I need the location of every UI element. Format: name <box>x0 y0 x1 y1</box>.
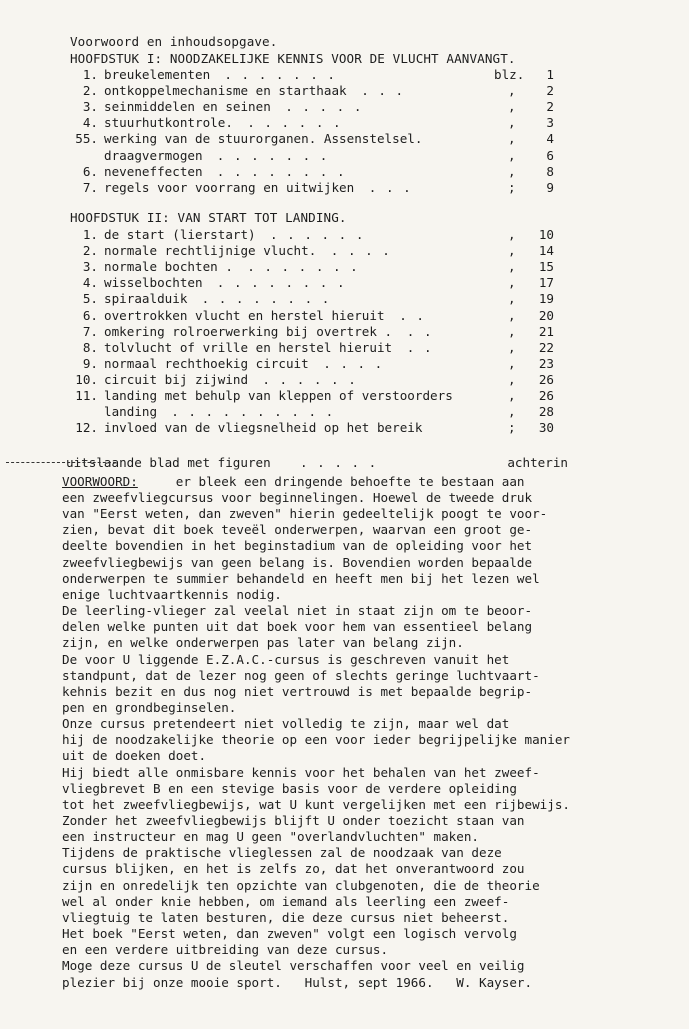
toc-number: 12. <box>75 420 98 436</box>
toc-title: omkering rolroerwerking bij overtrek . <box>104 323 393 339</box>
toc-page: 14 <box>538 243 554 259</box>
toc-page: 17 <box>538 275 554 291</box>
foreword-line: een instructeur en mag U geen "overlandvluchten" maken. <box>62 829 480 845</box>
toc-page: 8 <box>546 163 554 179</box>
toc-number: 6. <box>82 163 98 179</box>
foreword-line: kehnis bezit en dus nog niet vertrouwd is met bepaalde begrip- <box>62 683 533 699</box>
toc-title: regels voor voorrang en uitwijken <box>104 179 355 195</box>
toc-separator: , <box>508 99 516 115</box>
toc-title: normale bochten . <box>104 259 233 275</box>
toc-separator: , <box>508 339 516 355</box>
toc-dots: . . . . . . . <box>216 147 329 163</box>
toc-title: neveneffecten <box>104 163 203 179</box>
toc-separator: , <box>508 388 516 403</box>
toc-number: 4. <box>82 275 98 291</box>
toc-title: stuurhutkontrole. <box>104 115 233 131</box>
toc-title: normaal rechthoekig circuit <box>104 355 309 371</box>
foreword-first-line <box>62 474 525 490</box>
toc-number: 2. <box>82 243 98 259</box>
foldout-dots: . . . . . <box>300 455 378 470</box>
foreword-line: deelte bovendien in het beginstadium van de opleiding voor het <box>62 538 533 554</box>
foreword-line: Moge deze cursus U de sleutel verschaffen voor veel en veilig <box>62 958 525 974</box>
toc-dots: . . <box>406 339 433 355</box>
toc-title: wisselbochten <box>104 275 203 291</box>
foreword-line: plezier bij onze mooie sport. Hulst, sept 1966. W. Kayser. <box>62 974 533 990</box>
toc-separator: , <box>508 227 516 242</box>
toc-page: 2 <box>546 99 554 115</box>
toc-page: 22 <box>538 339 554 355</box>
toc-separator: , <box>508 307 516 323</box>
toc-dots: . . . . <box>323 355 384 371</box>
toc-page: 3 <box>546 115 554 131</box>
foreword-line: enige luchtvaartkennis nodig. <box>62 586 282 602</box>
toc-separator: , <box>508 131 516 147</box>
toc-title: landing met behulp van kleppen of verstoorders <box>104 388 453 403</box>
toc-page: 9 <box>546 179 554 195</box>
intro-line: Voorwoord en inhoudsopgave. <box>70 34 278 49</box>
toc-title: tolvlucht of vrille en herstel hieruit <box>104 339 393 355</box>
toc-separator: , <box>508 115 516 131</box>
toc-page: 26 <box>538 388 554 403</box>
toc-dots: . . . <box>361 83 405 99</box>
foreword-line: delen welke punten uit dat boek voor hem van essentieel belang <box>62 619 533 635</box>
toc-separator: , <box>508 404 516 420</box>
toc-number: 1. <box>82 227 98 242</box>
foreword-line: zien, bevat dit boek teveël onderwerpen, waarvan een groot ge- <box>62 522 533 538</box>
toc-separator: , <box>508 355 516 371</box>
toc-title: de start (lierstart) <box>104 227 256 242</box>
toc-dots: . . <box>406 323 433 339</box>
foreword-line: vliegbrevet B en een stevige basis voor de verdere opleiding <box>62 780 517 796</box>
foreword-line: De voor U liggende E.Z.A.C.-cursus is geschreven vanuit het <box>62 651 510 667</box>
foreword-line: wel al onder knie hebben, om iemand als leerling een zweef- <box>62 893 510 909</box>
toc-dots: . . . . . . <box>262 371 357 387</box>
toc-page: 10 <box>538 227 554 242</box>
separator-dashed-line <box>6 462 116 463</box>
toc-page: 1 <box>546 67 554 82</box>
toc-title: werking van de stuurorganen. Assenstelsel. <box>104 131 423 147</box>
toc-page: 4 <box>546 131 554 147</box>
toc-number: 8. <box>82 339 98 355</box>
foreword-line: Zonder het zweefvliegbewijs blijft U onder toezicht staan van <box>62 813 525 828</box>
toc-dots: . . . . . . <box>247 115 342 131</box>
foreword-line: zweefvliegbewijs van geen belang is. Bovendien worden bepaalde <box>62 554 533 570</box>
foreword-line: standpunt, dat de lezer nog geen of slechts geringe luchtvaart- <box>62 667 540 683</box>
toc-dots: . . . . . . . . . . <box>171 404 335 420</box>
toc-separator: , <box>508 323 516 339</box>
foreword-first-rest: er bleek een dringende behoefte te bestaan aan <box>137 474 525 489</box>
toc-title: seinmiddelen en seinen <box>104 99 271 115</box>
toc-page: 2 <box>546 83 554 99</box>
toc-dots: . . . . . . . . <box>216 275 346 291</box>
toc-number: 3. <box>82 99 98 115</box>
toc-dots: . . <box>399 307 425 323</box>
toc-page: 23 <box>538 355 554 371</box>
toc-number: 3. <box>82 259 98 275</box>
toc-title: spiraalduik <box>104 291 188 307</box>
blz-label: blz. <box>494 67 525 82</box>
toc-number: 2. <box>82 83 98 99</box>
chapter1-heading: HOOFDSTUK I: NOODZAKELIJKE KENNIS VOOR DE VLUCHT AANVANGT. <box>70 51 516 66</box>
toc-number: 5. <box>82 291 98 307</box>
foreword-line: en een verdere uitbreiding van deze cursus. <box>62 942 389 958</box>
toc-number: 1. <box>82 67 98 82</box>
toc-title: invloed van de vliegsnelheid op het bereik <box>104 420 423 436</box>
toc-title: draagvermogen <box>104 147 203 163</box>
foreword-line: een zweefvliegcursus voor beginnelingen. Hoewel de tweede druk <box>62 490 533 505</box>
toc-separator: , <box>508 275 516 291</box>
toc-number: 55. <box>75 131 98 147</box>
toc-dots: . . . . . . . <box>247 259 359 275</box>
toc-title: landing <box>104 404 158 420</box>
toc-title: normale rechtlijnige vlucht. <box>104 243 317 259</box>
toc-number: 6. <box>82 307 98 323</box>
toc-page: 21 <box>538 323 554 339</box>
toc-dots: . . . . . . . <box>224 67 336 82</box>
foreword-line: cursus blijken, en het is zelfs zo, dat het onverantwoord zou <box>62 861 525 877</box>
toc-page: 6 <box>546 147 554 163</box>
toc-separator: ; <box>508 179 516 195</box>
foreword-line: onderwerpen te summier behandeld en heeft men bij het lezen wel <box>62 570 540 586</box>
toc-separator: , <box>508 243 516 259</box>
foreword-line: Tijdens de praktische vlieglessen zal de noodzaak van deze <box>62 845 502 861</box>
toc-title: circuit bij zijwind <box>104 371 249 387</box>
foreword-line: Hij biedt alle onmisbare kennis voor het behalen van het zweef- <box>62 764 540 780</box>
toc-dots: . . . . . <box>285 99 363 115</box>
toc-dots: . . . <box>368 179 412 195</box>
toc-dots: . . . . . . <box>270 227 365 242</box>
foreword-line: vliegtuig te laten besturen, die deze cursus niet beheerst. <box>62 909 510 925</box>
toc-separator: , <box>508 291 516 307</box>
toc-page: 30 <box>538 420 554 436</box>
foreword-line: van "Eerst weten, dan zweven" hierin gedeeltelijk poogt te voor- <box>62 506 548 522</box>
toc-page: 20 <box>538 307 554 323</box>
toc-page: 15 <box>538 259 554 275</box>
toc-separator: , <box>508 147 516 163</box>
toc-number: 7. <box>82 179 98 195</box>
toc-number: 4. <box>82 115 98 131</box>
toc-page: 28 <box>538 404 554 420</box>
toc-number: 9. <box>82 355 98 371</box>
toc-separator: ; <box>508 420 516 436</box>
toc-separator: , <box>508 371 516 387</box>
foldout-page: achterin <box>507 455 568 470</box>
toc-dots: . . . . . . . . <box>216 163 346 179</box>
foreword-label: VOORWOORD: <box>62 474 138 489</box>
foreword-line: zijn, en welke onderwerpen pas later van belang zijn. <box>62 635 464 651</box>
chapter2-heading: HOOFDSTUK II: VAN START TOT LANDING. <box>70 210 347 225</box>
toc-dots: . . . . . . . . <box>201 291 331 307</box>
foreword-line: De leerling-vlieger zal veelal niet in staat zijn om te beoor- <box>62 603 533 619</box>
toc-page: 19 <box>538 291 554 307</box>
toc-title: ontkoppelmechanisme en starthaak <box>104 83 347 99</box>
foreword-line: Onze cursus pretendeert niet volledig te zijn, maar wel dat <box>62 716 510 732</box>
toc-title: breukelementen <box>104 67 211 82</box>
toc-separator: , <box>508 83 516 99</box>
toc-page: 26 <box>538 371 554 387</box>
foreword-line: hij de noodzakelijke theorie op een voor ieder begrijpelijke manier <box>62 732 570 748</box>
foreword-line: uit de doeken doet. <box>62 748 207 764</box>
foreword-line: zijn en onredelijk ten opzichte van clubgenoten, die de theorie <box>62 877 540 893</box>
foreword-line: tot het zweefvliegbewijs, wat U kunt vergelijken met een rijbewijs. <box>62 796 570 812</box>
toc-number: 10. <box>75 371 98 387</box>
foreword-line: pen en grondbeginselen. <box>62 699 237 715</box>
toc-number: 11. <box>75 388 98 403</box>
toc-number: 7. <box>82 323 98 339</box>
toc-title: overtrokken vlucht en herstel hieruit <box>104 307 385 323</box>
toc-separator: , <box>508 163 516 179</box>
foldout-title: uitslaande blad met figuren <box>66 455 271 470</box>
toc-separator: , <box>508 259 516 275</box>
foreword-line: Het boek "Eerst weten, dan zweven" volgt een logisch vervolg <box>62 926 517 942</box>
toc-dots: . . . . <box>330 243 391 259</box>
